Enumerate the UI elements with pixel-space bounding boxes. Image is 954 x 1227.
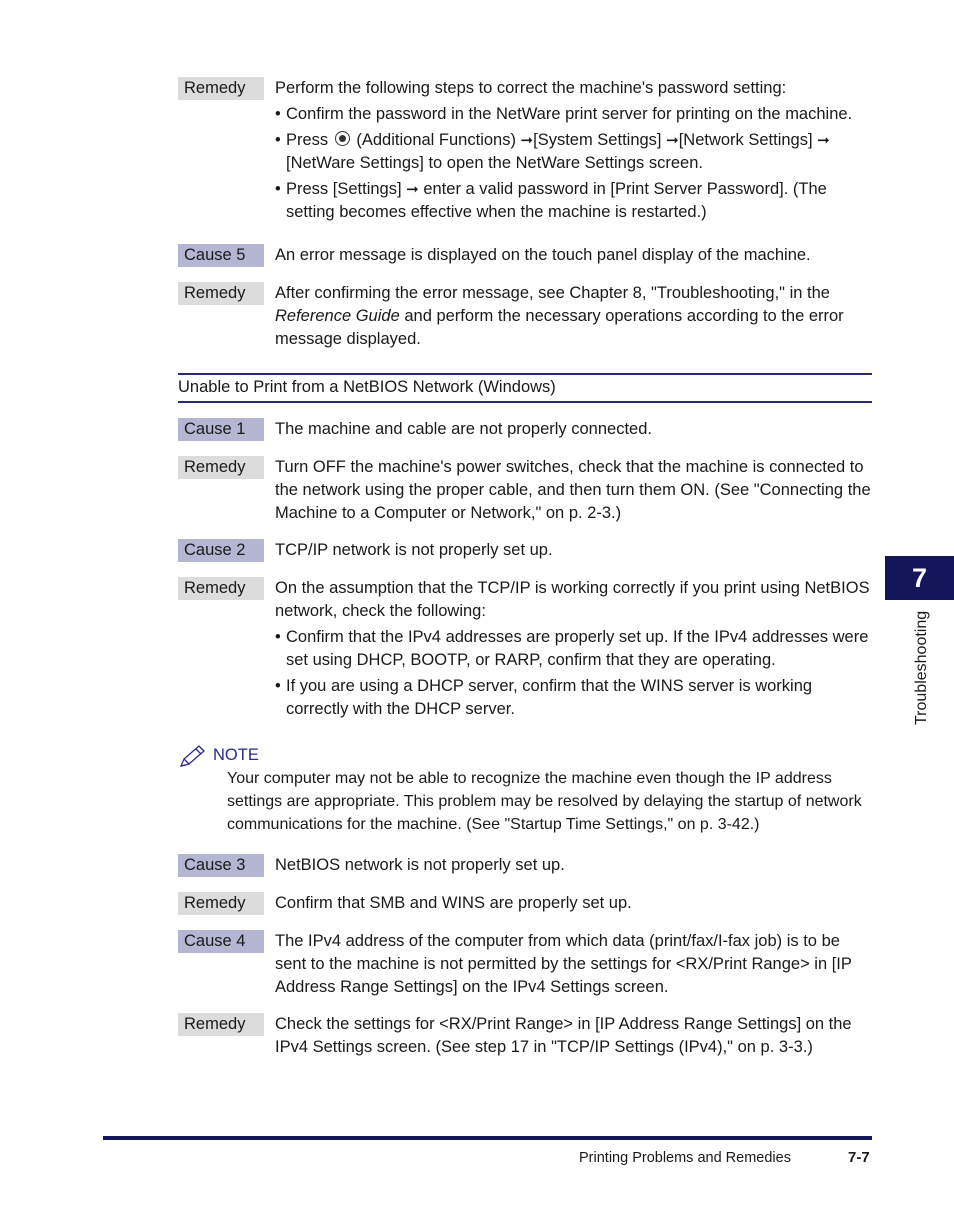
remedy-text: Turn OFF the machine's power switches, check that the machine is connected to the network using the proper cable, and then turn them ON. (See "Connecting the Machine to a Computer or Network," on p. 2-3.): [275, 458, 871, 522]
remedy-block-5: [178, 282, 872, 351]
remedy-text: Confirm that SMB and WINS are properly set up.: [275, 894, 632, 912]
chapter-tab: 7: [885, 556, 954, 600]
chapter-side-label: Troubleshooting: [913, 610, 930, 725]
remedy-text: After confirming the error message, see Chapter 8, "Troubleshooting," in the Reference Guide and perform the necessary operations according to the error message displayed.: [275, 284, 844, 348]
remedy-label: Remedy: [178, 456, 264, 479]
note-text: Your computer may not be able to recognize the machine even though the IP address settings are appropriate. This problem may be resolved by delaying the startup of network communications for the machine. (See "Startup Time Settings," on p. 3-42.): [227, 770, 862, 833]
cause-label: Cause 1: [178, 418, 264, 441]
cause-label: Cause 3: [178, 854, 264, 877]
reference-guide-title: Reference Guide: [275, 307, 400, 325]
pencil-icon: [178, 743, 208, 769]
bullet-item: • Confirm that the IPv4 addresses are properly set up. If the IPv4 addresses were set using DHCP, BOOTP, or RARP, confirm that they are operating.: [275, 626, 872, 672]
remedy-label: Remedy: [178, 282, 264, 305]
cause-block-5: [178, 244, 872, 267]
footer-title: Printing Problems and Remedies: [579, 1150, 791, 1166]
remedy-label: Remedy: [178, 1013, 264, 1036]
footer-rule: [103, 1136, 872, 1140]
cause-label: Cause 2: [178, 539, 264, 562]
additional-functions-icon: [335, 131, 350, 146]
cause-text: TCP/IP network is not properly set up.: [275, 541, 553, 559]
remedy-block-4: [178, 1013, 872, 1059]
page-number: 7-7: [848, 1149, 870, 1166]
cause-block-4: [178, 930, 872, 999]
arrow-icon: ➞: [520, 132, 534, 149]
cause-block-3: [178, 854, 872, 877]
remedy-intro: On the assumption that the TCP/IP is working correctly if you print using NetBIOS network, check the following:: [275, 579, 870, 620]
remedy-block-2: [178, 577, 872, 721]
cause-label: Cause 4: [178, 930, 264, 953]
cause-block-2: [178, 539, 872, 562]
arrow-icon: ➞: [817, 132, 830, 149]
remedy-block-password: [178, 77, 872, 224]
cause-text: NetBIOS network is not properly set up.: [275, 856, 565, 874]
cause-label: Cause 5: [178, 244, 264, 267]
cause-text: The machine and cable are not properly connected.: [275, 420, 652, 438]
cause-block-1: [178, 418, 872, 441]
section-heading: Unable to Print from a NetBIOS Network (Windows): [178, 373, 872, 403]
bullet-item: • Confirm the password in the NetWare print server for printing on the machine.: [275, 103, 872, 126]
bullet-item: • If you are using a DHCP server, confirm that the WINS server is working correctly with the DHCP server.: [275, 675, 872, 721]
remedy-label: Remedy: [178, 892, 264, 915]
remedy-block-3: [178, 892, 872, 915]
cause-text: An error message is displayed on the touch panel display of the machine.: [275, 246, 811, 264]
bullet-item: • Press [Settings] ➞ enter a valid password in [Print Server Password]. (The setting becomes effective when the machine is restarted.): [275, 178, 872, 224]
remedy-label: Remedy: [178, 577, 264, 600]
note-title: NOTE: [213, 746, 259, 764]
bullet-item: • Press (Additional Functions) ➞[System Settings] ➞[Network Settings] ➞ [NetWare Settings] to open the NetWare Settings screen.: [275, 129, 872, 175]
arrow-icon: ➞: [666, 132, 679, 149]
remedy-label: Remedy: [178, 77, 264, 100]
remedy-text: Check the settings for <RX/Print Range> in [IP Address Range Settings] on the IPv4 Settings screen. (See step 17 in "TCP/IP Settings (IPv4)," on p. 3-3.): [275, 1015, 852, 1056]
cause-text: The IPv4 address of the computer from which data (print/fax/I-fax job) is to be sent to the machine is not permitted by the settings for <RX/Print Range> in [IP Address Range Settings] on the IPv4 Settings screen.: [275, 932, 852, 996]
remedy-intro: Perform the following steps to correct the machine's password setting:: [275, 79, 787, 97]
arrow-icon: ➞: [406, 181, 419, 198]
remedy-block-1: [178, 456, 872, 525]
